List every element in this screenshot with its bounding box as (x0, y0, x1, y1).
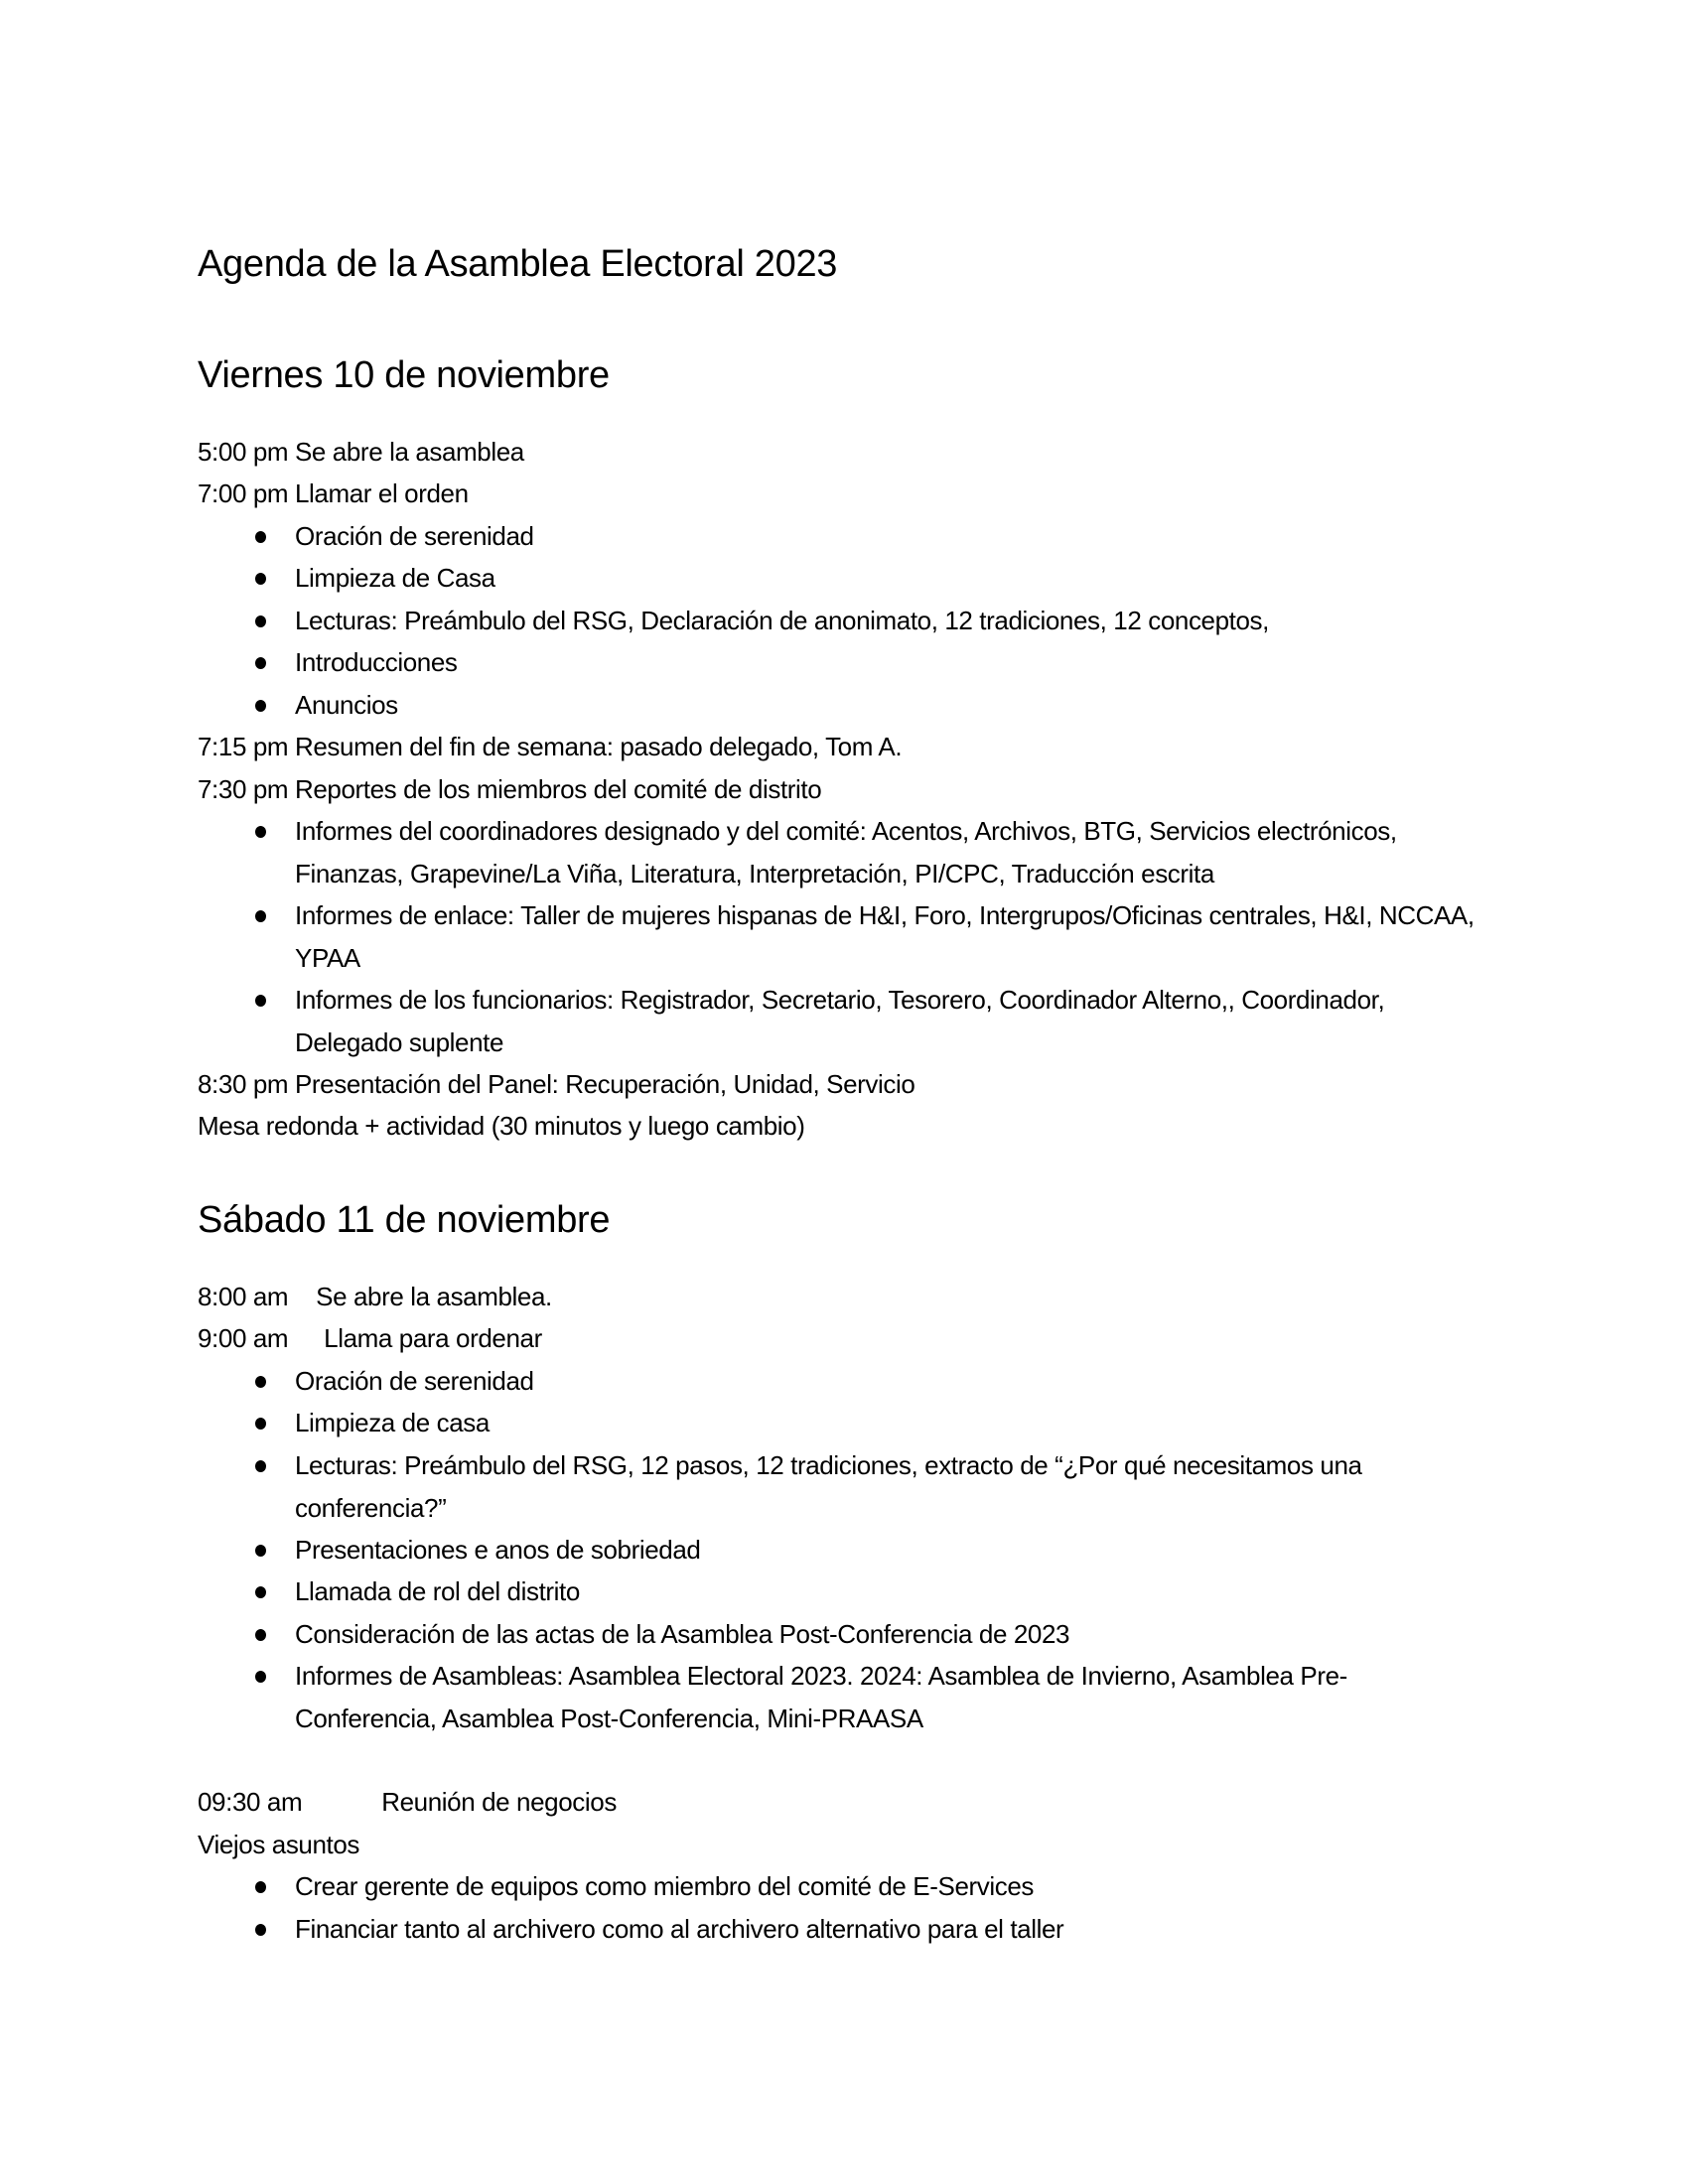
bullet-icon (255, 1924, 266, 1936)
bullet-icon (255, 1418, 266, 1430)
bullet-icon (255, 1586, 266, 1598)
bullet-icon (255, 1881, 266, 1893)
agenda-item-open (198, 1276, 552, 1318)
list-item: Llamada de rol del distrito (255, 1570, 1477, 1613)
agenda-item-panel (198, 1063, 914, 1106)
document-title: Agenda de la Asamblea Electoral 2023 (198, 243, 838, 285)
bullet-icon (255, 995, 266, 1007)
agenda-item-summary (198, 726, 902, 768)
agenda-time: 5:00 pm (198, 437, 289, 467)
bullet-icon (255, 657, 266, 669)
list-item: Anuncios (255, 684, 1477, 727)
agenda-time: 7:15 pm (198, 732, 289, 761)
agenda-item-business-meeting (198, 1781, 617, 1824)
agenda-time: 09:30 am (198, 1787, 303, 1817)
list-item: Financiar tanto al archivero como al archivero alternativo para el taller (255, 1908, 1477, 1951)
agenda-time: 9:00 am (198, 1323, 289, 1353)
agenda-item-round-table: Mesa redonda + actividad (30 minutos y luego cambio) (198, 1111, 805, 1141)
bullet-icon (255, 1545, 266, 1557)
agenda-time: 8:00 am (198, 1282, 289, 1311)
agenda-text: Reportes de los miembros del comité de distrito (294, 774, 822, 804)
agenda-text: Presentación del Panel: Recuperación, Unidad, Servicio (294, 1069, 915, 1099)
old-business-label: Viejos asuntos (198, 1830, 360, 1859)
bullet-icon (255, 1629, 266, 1641)
bullet-icon (255, 1671, 266, 1683)
agenda-text: Se abre la asamblea (294, 437, 524, 467)
saturday-heading: Sábado 11 de noviembre (198, 1199, 611, 1241)
list-item: Informes de Asambleas: Asamblea Electoral 2023. 2024: Asamblea de Invierno, Asamblea Pre-Conferencia, Asamblea Post-Conferencia, Mini-PRAASA (255, 1655, 1477, 1739)
agenda-item-reports (198, 768, 821, 811)
list-item: Oración de serenidad (255, 1360, 1477, 1403)
agenda-text: Llamar el orden (294, 478, 469, 508)
bullet-icon (255, 1376, 266, 1388)
bullet-icon (255, 573, 266, 585)
list-item: Informes del coordinadores designado y del comité: Acentos, Archivos, BTG, Servicios electrónicos, Finanzas, Grapevine/La Viña, Literatura, Interpretación, PI/CPC, Traducción escrita (255, 810, 1477, 894)
agenda-time: 7:00 pm (198, 478, 289, 508)
list-item: Informes de enlace: Taller de mujeres hispanas de H&I, Foro, Intergrupos/Oficinas centrales, H&I, NCCAA, YPAA (255, 894, 1477, 979)
list-item: Introducciones (255, 641, 1477, 684)
agenda-text: Llama para ordenar (324, 1323, 542, 1353)
list-item: Consideración de las actas de la Asamblea Post-Conferencia de 2023 (255, 1613, 1477, 1656)
bullet-icon (255, 615, 266, 627)
list-item: Informes de los funcionarios: Registrador, Secretario, Tesorero, Coordinador Alterno,, Coordinador, Delegado suplente (255, 979, 1477, 1063)
agenda-text: Se abre la asamblea. (316, 1282, 552, 1311)
agenda-text: Reunión de negocios (381, 1787, 617, 1817)
bullet-icon (255, 531, 266, 543)
bullet-icon (255, 1460, 266, 1472)
agenda-time: 8:30 pm (198, 1069, 289, 1099)
agenda-time: 7:30 pm (198, 774, 289, 804)
list-item: Lecturas: Preámbulo del RSG, 12 pasos, 12 tradiciones, extracto de “¿Por qué necesitamos una conferencia?” (255, 1444, 1477, 1529)
list-item: Limpieza de Casa (255, 557, 1477, 600)
agenda-item-open (198, 431, 524, 474)
bullet-icon (255, 910, 266, 922)
list-item: Crear gerente de equipos como miembro del comité de E-Services (255, 1865, 1477, 1908)
list-item: Lecturas: Preámbulo del RSG, Declaración de anonimato, 12 tradiciones, 12 conceptos, (255, 600, 1477, 642)
friday-heading: Viernes 10 de noviembre (198, 354, 610, 396)
agenda-item-call-to-order (198, 473, 469, 515)
bullet-icon (255, 700, 266, 712)
list-item: Oración de serenidad (255, 515, 1477, 558)
bullet-icon (255, 826, 266, 838)
agenda-text: Resumen del fin de semana: pasado delegado, Tom A. (294, 732, 903, 761)
list-item: Presentaciones e anos de sobriedad (255, 1529, 1477, 1571)
list-item: Limpieza de casa (255, 1402, 1477, 1444)
agenda-item-call-to-order (198, 1317, 542, 1360)
